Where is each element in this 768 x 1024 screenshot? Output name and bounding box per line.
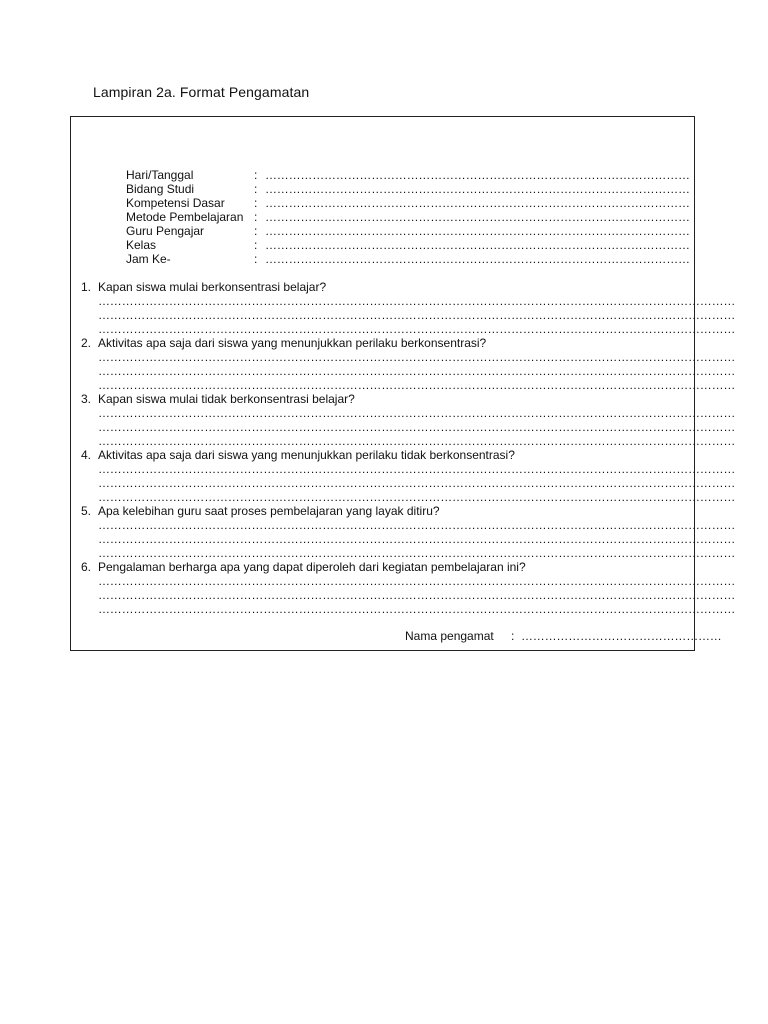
field-label: Jam Ke- bbox=[126, 252, 171, 266]
field-colon: : bbox=[254, 224, 258, 238]
answer-line[interactable]: ……………………………………………………………………………………………………………………………………………… bbox=[98, 574, 736, 588]
question-text: Aktivitas apa saja dari siswa yang menunjukkan perilaku tidak berkonsentrasi? bbox=[98, 448, 515, 462]
question-number: 2. bbox=[81, 336, 92, 350]
observer-colon: : bbox=[511, 629, 515, 643]
question-text: Kapan siswa mulai berkonsentrasi belajar? bbox=[98, 280, 327, 294]
answer-line[interactable]: ……………………………………………………………………………………………………………………………………………… bbox=[98, 294, 736, 308]
answer-line[interactable]: ……………………………………………………………………………………………………………………………………………… bbox=[98, 532, 736, 546]
answer-line[interactable]: ……………………………………………………………………………………………………………………………………………… bbox=[98, 490, 736, 504]
answer-line[interactable]: ……………………………………………………………………………………………………………………………………………… bbox=[98, 322, 736, 336]
answer-line[interactable]: ……………………………………………………………………………………………………………………………………………… bbox=[98, 420, 736, 434]
field-fill-line[interactable]: ……………………………………………………………………………………………… bbox=[265, 238, 690, 252]
answer-line[interactable]: ……………………………………………………………………………………………………………………………………………… bbox=[98, 406, 736, 420]
question-number: 3. bbox=[81, 392, 92, 406]
field-label: Hari/Tanggal bbox=[126, 168, 194, 182]
field-fill-line[interactable]: ……………………………………………………………………………………………… bbox=[265, 196, 690, 210]
observer-label: Nama pengamat bbox=[405, 629, 494, 643]
answer-line[interactable]: ……………………………………………………………………………………………………………………………………………… bbox=[98, 378, 736, 392]
question-text: Apa kelebihan guru saat proses pembelajaran yang layak ditiru? bbox=[98, 504, 440, 518]
observation-form bbox=[70, 116, 736, 651]
document-title: Lampiran 2a. Format Pengamatan bbox=[93, 84, 310, 100]
observer-fill-line[interactable]: …………………………………………… bbox=[521, 629, 722, 643]
question-number: 1. bbox=[81, 280, 92, 294]
field-colon: : bbox=[254, 210, 258, 224]
field-label: Guru Pengajar bbox=[126, 224, 205, 238]
field-fill-line[interactable]: ……………………………………………………………………………………………… bbox=[265, 224, 690, 238]
question-number: 4. bbox=[81, 448, 92, 462]
answer-line[interactable]: ……………………………………………………………………………………………………………………………………………… bbox=[98, 476, 736, 490]
field-colon: : bbox=[254, 182, 258, 196]
question-text: Pengalaman berharga apa yang dapat diperoleh dari kegiatan pembelajaran ini? bbox=[98, 560, 526, 574]
answer-line[interactable]: ……………………………………………………………………………………………………………………………………………… bbox=[98, 308, 736, 322]
field-colon: : bbox=[254, 252, 258, 266]
field-colon: : bbox=[254, 238, 258, 252]
field-label: Bidang Studi bbox=[126, 182, 195, 196]
answer-line[interactable]: ……………………………………………………………………………………………………………………………………………… bbox=[98, 546, 736, 560]
field-label: Kelas bbox=[126, 238, 157, 252]
answer-line[interactable]: ……………………………………………………………………………………………………………………………………………… bbox=[98, 364, 736, 378]
field-fill-line[interactable]: ……………………………………………………………………………………………… bbox=[265, 210, 690, 224]
field-label: Metode Pembelajaran bbox=[126, 210, 244, 224]
answer-line[interactable]: ……………………………………………………………………………………………………………………………………………… bbox=[98, 588, 736, 602]
field-colon: : bbox=[254, 168, 258, 182]
answer-line[interactable]: ……………………………………………………………………………………………………………………………………………… bbox=[98, 518, 736, 532]
answer-line[interactable]: ……………………………………………………………………………………………………………………………………………… bbox=[98, 462, 736, 476]
question-number: 6. bbox=[81, 560, 92, 574]
field-fill-line[interactable]: ……………………………………………………………………………………………… bbox=[265, 182, 690, 196]
question-text: Aktivitas apa saja dari siswa yang menunjukkan perilaku berkonsentrasi? bbox=[98, 336, 487, 350]
field-fill-line[interactable]: ……………………………………………………………………………………………… bbox=[265, 252, 690, 266]
question-text: Kapan siswa mulai tidak berkonsentrasi belajar? bbox=[98, 392, 355, 406]
field-colon: : bbox=[254, 196, 258, 210]
answer-line[interactable]: ……………………………………………………………………………………………………………………………………………… bbox=[98, 602, 736, 616]
answer-line[interactable]: ……………………………………………………………………………………………………………………………………………… bbox=[98, 434, 736, 448]
answer-line[interactable]: ……………………………………………………………………………………………………………………………………………… bbox=[98, 350, 736, 364]
question-number: 5. bbox=[81, 504, 92, 518]
field-label: Kompetensi Dasar bbox=[126, 196, 225, 210]
field-fill-line[interactable]: ……………………………………………………………………………………………… bbox=[265, 168, 690, 182]
